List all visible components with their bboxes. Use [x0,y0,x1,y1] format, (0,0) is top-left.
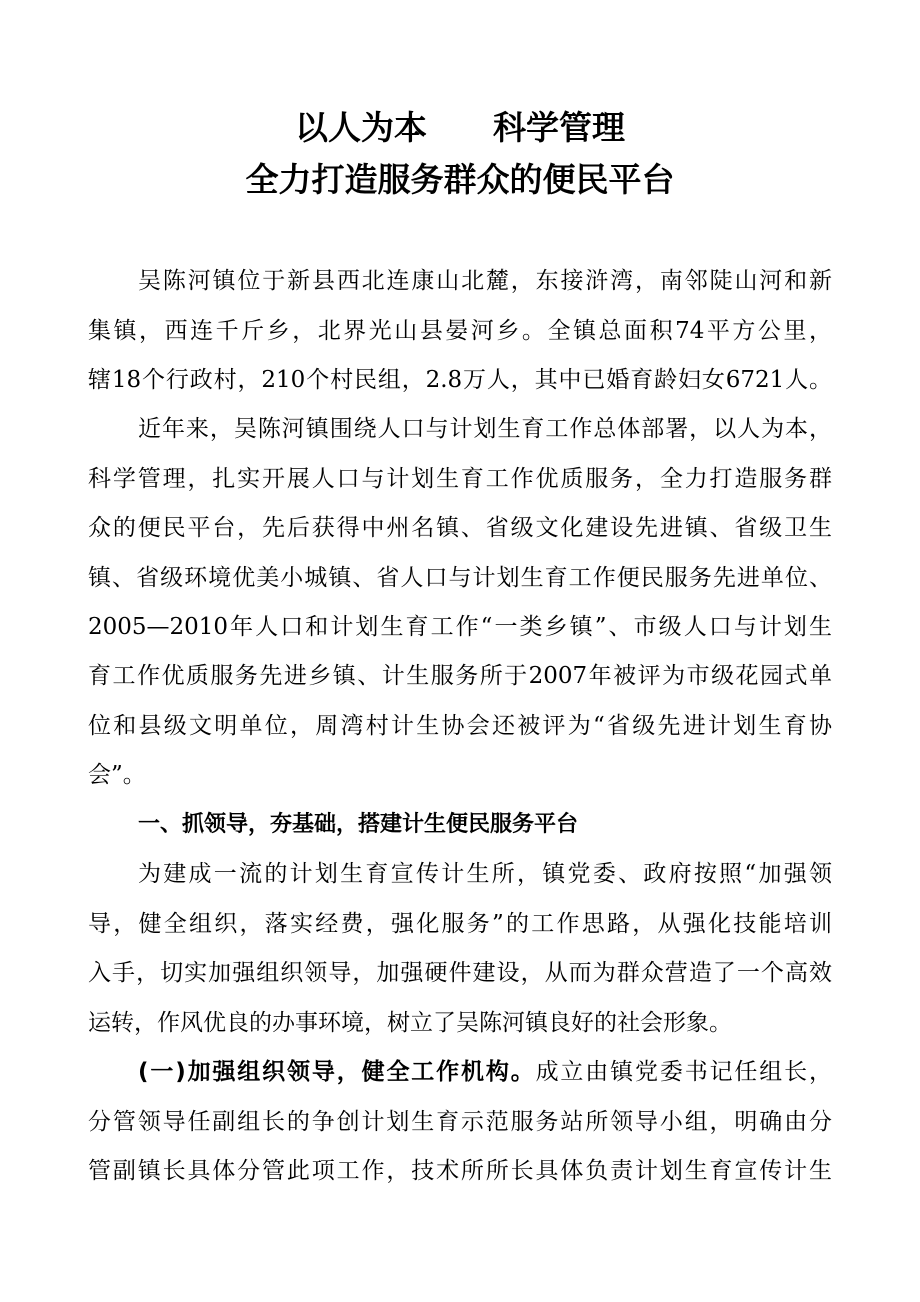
paragraph-4-line-1 [138,1055,832,1089]
paragraph-4-line-2: 分管领导任副组长的争创计划生育示范服务站所领导小组，明确由分 [88,1109,832,1135]
paragraph-2-line-3: 众的便民平台，先后获得中州名镇、省级文化建设先进镇、省级卫生 [88,515,832,541]
paragraph-2-line-8: 会”。 [88,762,146,788]
paragraph-4-line-3: 管副镇长具体分管此项工作，技术所所长具体负责计划生育宣传计生 [88,1158,832,1184]
paragraph-3-line-4: 运转，作风优良的办事环境，树立了吴陈河镇良好的社会形象。 [88,1010,732,1036]
paragraph-1-line-2: 集镇，西连千斤乡，北界光山县晏河乡。全镇总面积74平方公里， [88,318,832,344]
paragraph-3-line-3: 入手，切实加强组织领导，加强硬件建设，从而为群众营造了一个高效 [88,960,832,986]
paragraph-4-line-1-text: 成立由镇党委书记任组长， [535,1059,832,1085]
paragraph-3-line-1: 为建成一流的计划生育宣传计生所，镇党委、政府按照“加强领 [138,861,832,887]
title-part-1: 以人为本 [295,108,427,147]
subheading-bold: (一)加强组织领导，健全工作机构。 [138,1059,536,1085]
document-title-line-1 [0,108,920,148]
document-title-line-2: 全力打造服务群众的便民平台 [245,160,675,199]
title-part-2: 科学管理 [493,108,625,147]
paragraph-1-line-1: 吴陈河镇位于新县西北连康山北麓，东接浒湾，南邻陡山河和新 [138,268,832,294]
paragraph-1-line-3: 辖18个行政村，210个村民组，2.8万人，其中已婚育龄妇女6721人。 [88,367,832,393]
paragraph-2-line-6: 育工作优质服务先进乡镇、计生服务所于2007年被评为市级花园式单 [88,663,832,689]
section-heading-1: 一、抓领导，夯基础，搭建计生便民服务平台 [138,812,579,837]
paragraph-2-line-4: 镇、省级环境优美小城镇、省人口与计划生育工作便民服务先进单位、 [88,565,832,591]
paragraph-2-line-7: 位和县级文明单位，周湾村计生协会还被评为“省级先进计划生育协 [88,713,832,739]
paragraph-2-line-1: 近年来，吴陈河镇围绕人口与计划生育工作总体部署，以人为本， [138,416,832,442]
paragraph-2-line-2: 科学管理，扎实开展人口与计划生育工作优质服务，全力打造服务群 [88,466,832,492]
paragraph-3-line-2: 导，健全组织，落实经费，强化服务”的工作思路，从强化技能培训 [88,911,832,937]
paragraph-2-line-5: 2005—2010年人口和计划生育工作“一类乡镇”、市级人口与计划生 [88,614,832,640]
